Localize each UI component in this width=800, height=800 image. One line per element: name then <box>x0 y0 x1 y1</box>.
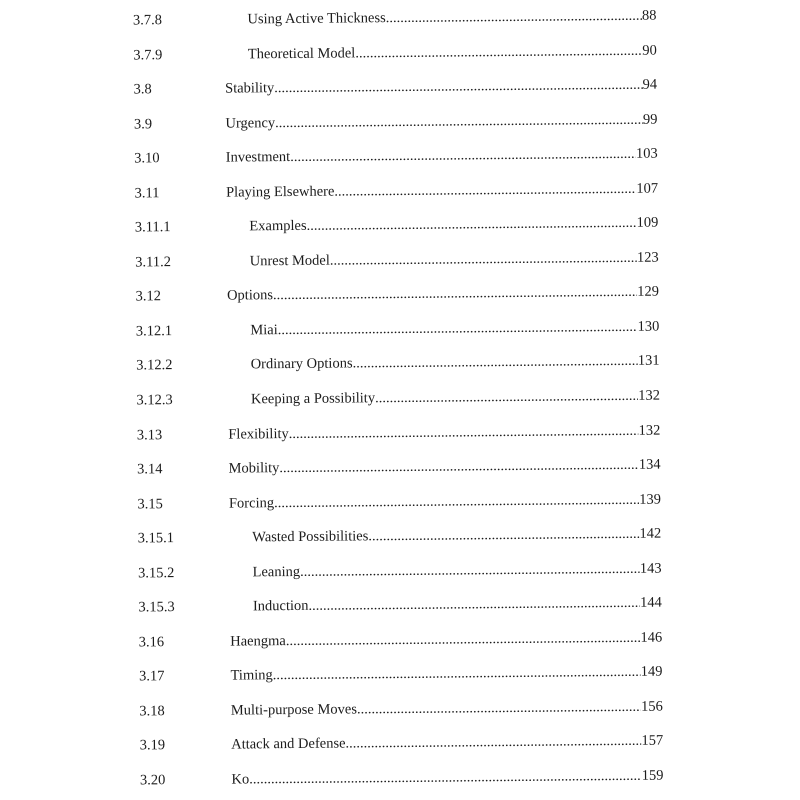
entry-line <box>252 553 661 587</box>
page-number: 144 <box>640 594 662 612</box>
section-title: Unrest Model <box>249 252 330 270</box>
page-number: 157 <box>641 733 664 750</box>
entry-line <box>252 519 661 553</box>
section-title: Keeping a Possibility <box>250 390 376 408</box>
dot-leader <box>334 174 636 207</box>
section-number: 3.11.1 <box>134 219 171 236</box>
entry-line <box>227 277 659 311</box>
dot-leader <box>289 415 639 448</box>
page-number: 103 <box>635 145 658 162</box>
dot-leader <box>249 761 642 795</box>
entry-line <box>230 657 662 691</box>
section-number: 3.15 <box>137 495 163 513</box>
dot-leader <box>357 692 641 725</box>
dot-leader <box>274 484 639 517</box>
page-number: 109 <box>636 214 659 232</box>
entry-line <box>248 35 657 69</box>
dot-leader <box>352 346 638 379</box>
toc-entry <box>120 346 680 381</box>
toc-entry <box>122 622 682 657</box>
section-number: 3.16 <box>138 634 165 651</box>
entry-line <box>229 484 661 518</box>
page-number: 146 <box>640 629 663 646</box>
section-number: 3.11 <box>134 184 160 202</box>
toc-entry <box>121 484 681 519</box>
toc-entry <box>120 450 680 485</box>
section-title: Multi-purpose Moves <box>230 701 357 719</box>
entry-line <box>225 70 657 104</box>
toc-entry <box>119 242 679 277</box>
section-title: Options <box>226 287 274 304</box>
entry-line <box>250 242 659 276</box>
toc-entry <box>117 70 677 105</box>
toc-entry <box>117 35 677 70</box>
table-of-contents <box>116 0 683 795</box>
dot-leader <box>330 243 637 276</box>
page-number: 88 <box>641 7 657 24</box>
dot-leader <box>375 381 638 413</box>
toc-entry <box>121 553 681 588</box>
section-title: Stability <box>225 80 275 97</box>
dot-leader <box>278 312 638 345</box>
entry-line <box>249 208 658 242</box>
section-number: 3.12.3 <box>136 392 173 409</box>
dot-leader <box>308 588 640 621</box>
section-number: 3.11.2 <box>135 253 172 271</box>
dot-leader <box>300 554 640 587</box>
toc-entry <box>123 726 683 761</box>
page-number: 132 <box>638 387 661 404</box>
section-number: 3.10 <box>134 150 160 167</box>
toc-entry <box>118 208 678 243</box>
page-number: 134 <box>638 456 661 473</box>
section-title: Induction <box>252 598 309 615</box>
entry-line <box>250 312 659 346</box>
section-number: 3.12.1 <box>135 323 173 340</box>
section-title: Theoretical Model <box>247 44 356 62</box>
section-title: Examples <box>249 218 307 235</box>
dot-leader <box>355 35 642 68</box>
page-number: 149 <box>640 663 663 681</box>
section-number: 3.9 <box>133 115 153 133</box>
toc-entry <box>118 173 678 208</box>
entry-line <box>231 692 663 726</box>
dot-leader <box>273 657 641 690</box>
dot-leader <box>275 104 643 137</box>
section-number: 3.14 <box>137 461 163 478</box>
toc-entry <box>123 760 683 795</box>
page-number: 139 <box>639 491 662 508</box>
section-title: Timing <box>230 667 273 684</box>
page-number: 142 <box>639 525 662 542</box>
section-title: Ordinary Options <box>250 355 353 373</box>
section-title: Haengma <box>230 632 286 650</box>
page-number: 123 <box>636 249 659 266</box>
entry-line <box>231 726 663 760</box>
dot-leader <box>274 70 643 103</box>
section-number: 3.12 <box>135 288 161 305</box>
section-title: Mobility <box>228 460 280 477</box>
entry-line <box>225 104 657 138</box>
dot-leader <box>273 277 638 310</box>
toc-entry <box>123 691 683 726</box>
section-title: Forcing <box>228 494 275 512</box>
entry-line <box>226 139 658 173</box>
section-number: 3.13 <box>136 426 163 443</box>
toc-entry <box>116 0 676 35</box>
section-number: 3.12.2 <box>136 357 173 374</box>
page-number: 94 <box>642 76 658 93</box>
entry-line <box>230 622 662 656</box>
section-number: 3.15.3 <box>138 599 175 616</box>
dot-leader <box>368 519 639 552</box>
entry-line <box>226 173 658 207</box>
page-number: 156 <box>641 698 663 715</box>
page-number: 107 <box>636 180 659 197</box>
toc-entry <box>122 657 682 692</box>
entry-line <box>251 381 660 415</box>
section-title: Urgency <box>225 114 276 132</box>
page-number: 159 <box>641 767 664 784</box>
toc-entry <box>120 415 680 450</box>
section-title: Using Active Thickness <box>247 10 386 28</box>
section-title: Playing Elsewhere <box>225 183 335 201</box>
toc-entry <box>119 311 679 346</box>
toc-entry <box>117 104 677 139</box>
page-number: 99 <box>642 111 658 128</box>
entry-line <box>253 588 662 622</box>
section-title: Leaning <box>252 563 301 581</box>
section-title: Wasted Possibilities <box>252 528 369 546</box>
section-title: Flexibility <box>228 425 289 443</box>
page-number: 143 <box>639 560 662 577</box>
dot-leader <box>386 1 642 33</box>
toc-entry <box>122 588 682 623</box>
page-number: 130 <box>637 318 660 335</box>
section-number: 3.8 <box>133 81 152 98</box>
page-number: 90 <box>642 42 657 59</box>
section-number: 3.18 <box>139 703 165 720</box>
section-number: 3.20 <box>139 772 166 789</box>
dot-leader <box>286 623 641 656</box>
dot-leader <box>290 139 636 172</box>
section-title: Miai <box>250 322 278 339</box>
dot-leader <box>279 450 639 483</box>
section-title: Attack and Defense <box>231 736 346 754</box>
entry-line <box>251 346 660 380</box>
toc-entry <box>118 139 678 174</box>
section-title: Investment <box>225 149 291 166</box>
dot-leader <box>306 208 636 241</box>
toc-entry <box>121 519 681 554</box>
section-number: 3.17 <box>138 668 165 685</box>
entry-line <box>228 415 660 449</box>
entry-line <box>247 1 656 35</box>
page-number: 129 <box>637 283 660 301</box>
toc-entry <box>119 277 679 312</box>
dot-leader <box>345 726 641 759</box>
entry-line <box>231 761 663 795</box>
section-title: Ko <box>231 771 250 788</box>
section-number: 3.7.8 <box>132 12 163 29</box>
page-number: 131 <box>637 353 660 370</box>
section-number: 3.7.9 <box>133 46 163 63</box>
section-number: 3.15.1 <box>137 530 175 547</box>
section-number: 3.19 <box>139 737 166 754</box>
toc-entry <box>120 380 680 415</box>
section-number: 3.15.2 <box>138 564 175 582</box>
page-number: 132 <box>638 422 661 439</box>
entry-line <box>228 450 660 484</box>
